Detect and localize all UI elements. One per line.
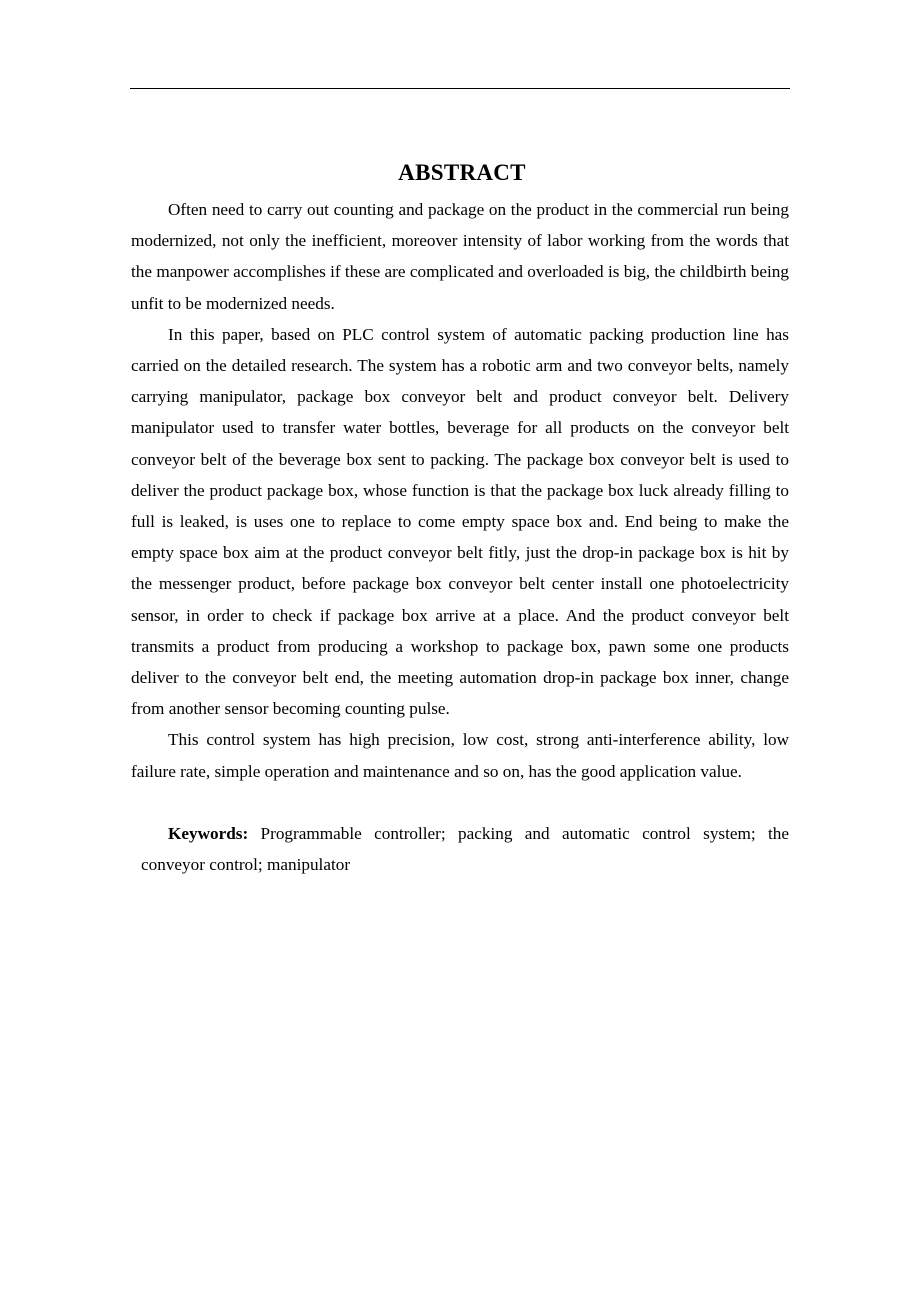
keywords-line	[131, 818, 789, 880]
abstract-section	[131, 152, 789, 880]
abstract-paragraph-1: Often need to carry out counting and package on the product in the commercial run being modernized, not only the inefficient, moreover intensity of labor working from the words that the manpower accomplishes if these are complicated and overloaded is big, the childbirth being unfit to be modernized needs.	[131, 200, 789, 313]
keywords-label: Keywords:	[168, 823, 249, 843]
abstract-title: ABSTRACT	[398, 160, 526, 185]
keywords-text: Programmable controller; packing and automatic control system; the conveyor control; manipulator	[141, 823, 789, 875]
abstract-paragraph-2: In this paper, based on PLC control system of automatic packing production line has carried on the detailed research. The system has a robotic arm and two conveyor belts, namely carrying manipulator, package box conveyor belt and product conveyor belt. Delivery manipulator used to transfer water bottles, beverage for all products on the conveyor belt conveyor belt of the beverage box sent to packing. The package box conveyor belt is used to deliver the product package box, whose function is that the package box luck already filling to full is leaked, is uses one to replace to come empty space box and. End being to make the empty space box aim at the product conveyor belt fitly, just the drop-in package box is hit by the messenger product, before package box conveyor belt center install one photoelectricity sensor, in order to check if package box arrive at a place. And the product conveyor belt transmits a product from producing a workshop to package box, pawn some one products deliver to the conveyor belt end, the meeting automation drop-in package box inner, change from another sensor becoming counting pulse.	[131, 324, 789, 719]
abstract-paragraph-3: This control system has high precision, low cost, strong anti-interference ability, low failure rate, simple operation and maintenance and so on, has the good application value.	[131, 730, 789, 781]
header-rule	[130, 88, 790, 89]
